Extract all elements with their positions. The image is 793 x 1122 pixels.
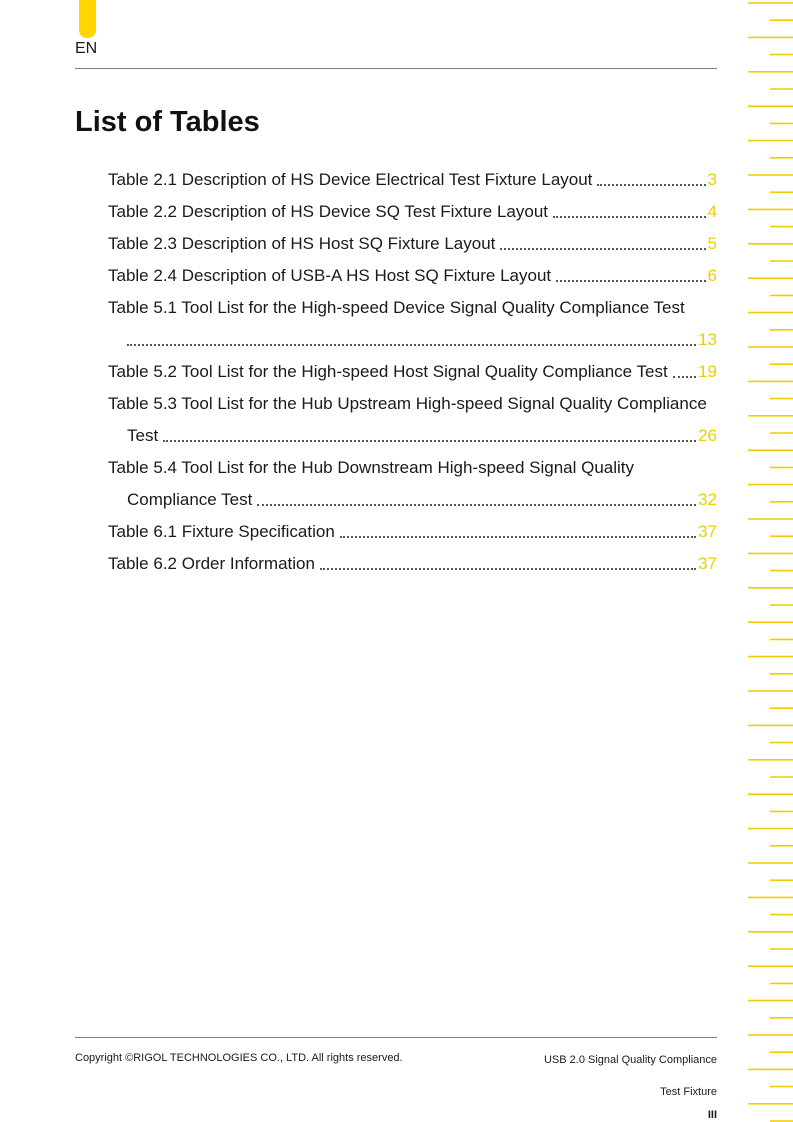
toc-entry-page: 32 [698,490,717,509]
toc-entry-text: Table 2.1 Description of HS Device Electrical Test Fixture Layout [108,170,593,189]
dot-leader [257,504,696,506]
dot-leader [556,280,705,282]
dot-leader [597,184,705,186]
toc-entry-page: 37 [698,554,717,573]
toc-entry[interactable] [108,548,717,580]
dot-leader [553,216,706,218]
toc-entry-page: 6 [707,266,717,285]
toc-entry-page: 19 [698,362,717,381]
toc-entry-text: Table 5.2 Tool List for the High-speed Host Signal Quality Compliance Test [108,362,668,381]
toc-entry[interactable] [108,164,717,196]
dot-leader [340,536,696,538]
toc-entry[interactable] [108,260,717,292]
yellow-tab-marker [79,0,96,38]
toc-entry-continuation[interactable] [108,420,717,452]
toc-entry-text: Table 5.1 Tool List for the High-speed Device Signal Quality Compliance Test [108,298,685,317]
toc-entry-text: Table 6.2 Order Information [108,554,315,573]
header-divider [75,68,717,69]
toc-entry-page: 4 [707,202,717,221]
toc-entry-text: Table 2.4 Description of USB-A HS Host SQ Fixture Layout [108,266,552,285]
ruler-tick-edge [748,0,793,1122]
toc-entry[interactable] [108,388,717,420]
toc-entry[interactable] [108,292,717,324]
dot-leader [673,376,696,378]
dot-leader [500,248,705,250]
toc-entry-page: 5 [707,234,717,253]
footer-doc-title-cont: Test Fixture [660,1086,717,1098]
footer-doc-title: USB 2.0 Signal Quality Compliance [543,1054,717,1066]
toc-entry-text: Table 2.3 Description of HS Host SQ Fixture Layout [108,234,496,253]
toc-entry-text-cont: Compliance Test [127,490,253,509]
table-of-tables [108,164,717,580]
toc-entry[interactable] [108,516,717,548]
dot-leader [163,440,696,442]
footer-copyright: Copyright ©RIGOL TECHNOLOGIES CO., LTD. All rights reserved. [75,1052,403,1064]
toc-entry-page: 26 [698,426,717,445]
toc-entry[interactable] [108,228,717,260]
toc-entry-page: 37 [698,522,717,541]
dot-leader [127,344,696,346]
toc-entry[interactable] [108,452,717,484]
toc-entry-text-cont: Test [127,426,159,445]
toc-entry-text: Table 6.1 Fixture Specification [108,522,335,541]
toc-entry-text: Table 5.4 Tool List for the Hub Downstream High-speed Signal Quality [108,458,635,477]
toc-entry-continuation[interactable] [108,324,717,356]
dot-leader [320,568,696,570]
toc-entry-text: Table 5.3 Tool List for the Hub Upstream High-speed Signal Quality Compliance [108,394,707,413]
toc-entry-text: Table 2.2 Description of HS Device SQ Test Fixture Layout [108,202,548,221]
language-label: EN [75,40,98,57]
toc-entry[interactable] [108,196,717,228]
toc-entry-page: 13 [698,330,717,349]
toc-entry-page: 3 [707,170,717,189]
footer-divider [75,1037,717,1038]
toc-entry[interactable] [108,356,717,388]
page-title: List of Tables [75,106,260,138]
page-number: III [707,1109,717,1121]
toc-entry-continuation[interactable] [108,484,717,516]
